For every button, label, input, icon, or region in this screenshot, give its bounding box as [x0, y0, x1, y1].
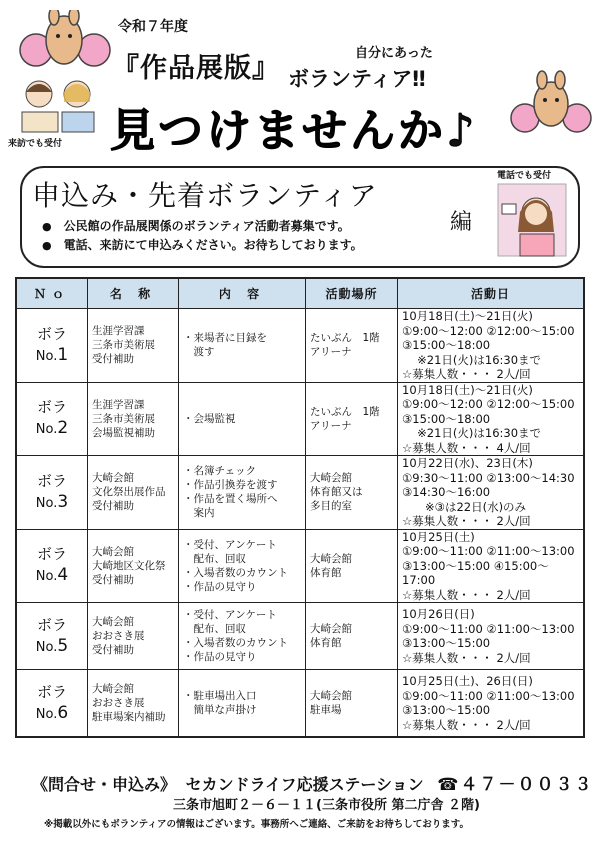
row-number-label: ボラ	[36, 682, 67, 701]
col-header-date: 活動日	[398, 278, 585, 309]
row-number-prefix: No.	[35, 706, 58, 722]
row-dates: 10月26日(日) ①9:00～11:00 ②11:00～13:00 ③13:00～15:00 ☆募集人数・・・ 2人/回	[398, 603, 585, 670]
row-number-digit: 3	[57, 491, 69, 512]
row-content: ・名簿チェック ・作品引換券を渡す ・作品を置く場所へ 案内	[179, 456, 306, 530]
row-number-value	[21, 636, 83, 658]
row-number	[16, 382, 88, 456]
row-content: ・受付、アンケート 配布、回収 ・入場者数のカウント ・作品の見守り	[179, 529, 306, 603]
row-name-line: 受付補助	[92, 573, 134, 586]
row-name-line: 会場監視補助	[92, 426, 155, 439]
row-number-value	[21, 565, 83, 587]
table-header-row	[16, 278, 584, 309]
page-headline: 見つけませんか♪	[110, 104, 478, 157]
row-dates: 10月25日(土) ①9:00～11:00 ②11:00～13:00 ③13:00～15:00 ④15:00～17:00 ☆募集人数・・・ 2人/回	[398, 529, 585, 603]
row-number-label: ボラ	[36, 324, 67, 343]
station-name: セカンドライフ応援ステーション	[185, 775, 424, 794]
row-name-line: 文化祭出展作品	[92, 486, 166, 499]
col-header-content: 内 容	[179, 278, 306, 309]
row-name	[88, 603, 179, 670]
row-name-line: 生涯学習課	[92, 398, 145, 411]
contact-line	[32, 770, 593, 795]
row-number-label: ボラ	[36, 398, 67, 417]
row-name-line: 駐車場案内補助	[92, 711, 166, 723]
row-name	[88, 670, 179, 738]
footer-note: ※掲載以外にもボランティアの情報はございます。事務所へご連絡、ご来訪をお待ちしております。	[44, 819, 469, 830]
row-number	[16, 603, 88, 670]
table-row	[16, 529, 584, 603]
row-content: ・駐車場出入口 簡単な声掛け	[179, 670, 306, 738]
row-dates: 10月22日(水)、23日(木) ①9:30～11:00 ②13:00～14:30 ③14:30～16:00 ※③は22日(水)のみ ☆募集人数・・・ 2人/回	[398, 456, 585, 530]
row-number	[16, 529, 88, 603]
banner-subtitle: 編	[450, 210, 473, 235]
col-header-place: 活動場所	[306, 278, 398, 309]
row-name-line: 大崎会館	[92, 545, 134, 558]
row-dates: 10月25日(土)、26日(日) ①9:00～11:00 ②11:00～13:00 ③13:00～15:00 ☆募集人数・・・ 2人/回	[398, 670, 585, 738]
phone-caller-illustration	[496, 182, 568, 258]
row-name	[88, 309, 179, 383]
row-name-line: 大崎会館	[92, 472, 134, 485]
row-name-line: おおさき展	[92, 630, 145, 642]
row-number-label: ボラ	[36, 471, 67, 490]
row-number-digit: 4	[57, 565, 69, 586]
tagline: 自分にあった	[355, 46, 433, 61]
bullet-item: ● 公民館の作品展関係のボランティア活動者募集です。	[42, 217, 363, 236]
row-number	[16, 456, 88, 530]
reception-illustration	[14, 72, 104, 134]
table-row	[16, 309, 584, 383]
row-number-prefix: No.	[35, 495, 58, 511]
row-name	[88, 456, 179, 530]
row-place: 大崎会館 体育館又は 多目的室	[306, 456, 398, 530]
phone-number: ☎４７－００３３	[437, 775, 594, 795]
row-place: たいぶん 1階 アリーナ	[306, 309, 398, 383]
row-name-line: 大崎会館	[92, 616, 134, 628]
row-name	[88, 529, 179, 603]
row-number-prefix: No.	[35, 348, 58, 364]
visit-note: 来訪でも受付	[8, 136, 62, 149]
row-name-line: 大崎地区文化祭	[92, 559, 166, 572]
row-number-value	[21, 418, 83, 440]
row-content: ・来場者に目録を 渡す	[179, 309, 306, 383]
row-place: 大崎会館 体育館	[306, 529, 398, 603]
title-exhibition: 『作品展版』	[112, 53, 280, 84]
row-number-value	[21, 345, 83, 367]
bullet-item: ● 電話、来訪にて申込みください。お待ちしております。	[42, 236, 363, 255]
row-content: ・受付、アンケート 配布、回収 ・入場者数のカウント ・作品の見守り	[179, 603, 306, 670]
title-volunteer: ボランティア‼	[288, 67, 426, 91]
row-number-label: ボラ	[36, 545, 67, 564]
row-number-label: ボラ	[36, 615, 67, 634]
table-row	[16, 603, 584, 670]
row-number-prefix: No.	[35, 422, 58, 438]
row-number-digit: 5	[57, 635, 69, 656]
mascot-illustration-left	[6, 10, 116, 70]
row-name-line: 三条市美術展	[92, 412, 155, 425]
row-number-prefix: No.	[35, 639, 58, 655]
row-name-line: 受付補助	[92, 500, 134, 513]
row-number-value	[21, 703, 83, 725]
row-number	[16, 309, 88, 383]
row-place: 大崎会館 体育館	[306, 603, 398, 670]
row-number-prefix: No.	[35, 569, 58, 585]
row-name-line: 三条市美術展	[92, 339, 155, 352]
table-row	[16, 382, 584, 456]
table-row	[16, 670, 584, 738]
mascot-illustration-right	[505, 70, 595, 140]
banner-title: 申込み・先着ボランティア	[32, 179, 378, 212]
row-name-line: おおさき展	[92, 697, 145, 709]
row-name-line: 生涯学習課	[92, 325, 145, 338]
table-row	[16, 456, 584, 530]
row-place: たいぶん 1階 アリーナ	[306, 382, 398, 456]
row-name-line: 受付補助	[92, 353, 134, 366]
row-dates: 10月18日(土)～21日(火) ①9:00～12:00 ②12:00～15:00 ③15:00～18:00 ※21日(火)は16:30まで ☆募集人数・・・ 2人/回	[398, 309, 585, 383]
contact-label: 《問合せ・申込み》	[32, 775, 177, 794]
row-number-value	[21, 492, 83, 514]
fiscal-year: 令和７年度	[118, 19, 188, 35]
col-header-name: 名 称	[88, 278, 179, 309]
row-number-digit: 2	[57, 418, 69, 439]
row-number-digit: 6	[57, 702, 69, 723]
row-number	[16, 670, 88, 738]
volunteer-table	[15, 277, 585, 738]
banner-bullets	[42, 217, 363, 255]
row-content: ・会場監視	[179, 382, 306, 456]
address: 三条市旭町２－６－１１(三条市役所 第二庁舎 ２階)	[173, 798, 480, 813]
phone-note: 電話でも受付	[497, 171, 552, 181]
row-name-line: 受付補助	[92, 644, 134, 656]
row-name	[88, 382, 179, 456]
col-header-no: Ｎｏ	[16, 278, 88, 309]
row-dates: 10月18日(土)～21日(火) ①9:00～12:00 ②12:00～15:00 ③15:00～18:00 ※21日(火)は16:30まで ☆募集人数・・・ 4人/回	[398, 382, 585, 456]
row-name-line: 大崎会館	[92, 683, 134, 695]
row-place: 大崎会館 駐車場	[306, 670, 398, 738]
row-number-digit: 1	[57, 344, 69, 365]
